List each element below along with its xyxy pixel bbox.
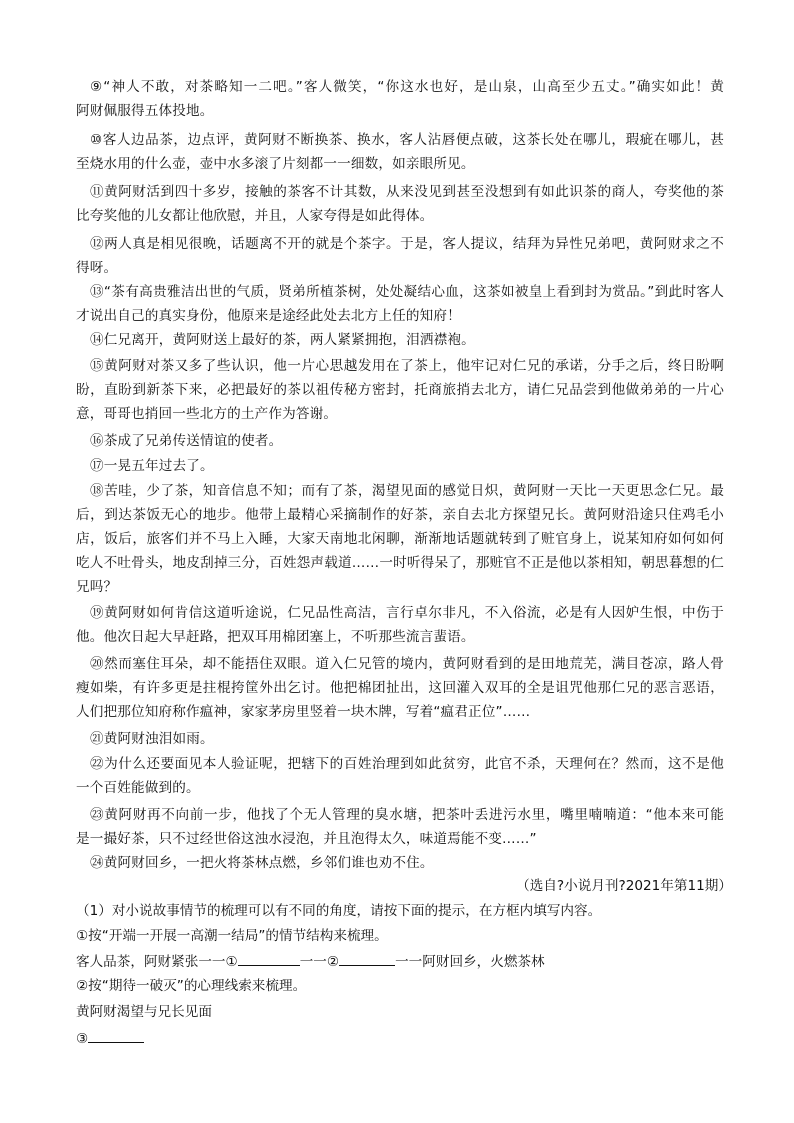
paragraph-18-line-4: 吃人不吐骨头，地皮刮掉三分，百姓怨声载道……一时听得呆了，那赃官不正是他以茶相知，朝思暮想的仁 [76, 555, 724, 571]
answer-blank-3[interactable] [88, 1028, 144, 1043]
paragraph-18-line-5: 兄吗？ [76, 579, 118, 595]
paragraph-15-line-2: 盼，直盼到新茶下来，必把最好的茶以祖传秘方密封，托商旅捎去北方，请仁兄品尝到他做弟弟的一片心 [76, 382, 724, 398]
paragraph-17: ⑰一晃五年过去了。 [90, 458, 214, 474]
question-intro: （1）对小说故事情节的梳理可以有不同的角度，请按下面的提示，在方框内填写内容。 [76, 903, 602, 919]
paragraph-22-line-1: ㉒为什么还要面见本人验证呢，把辖下的百姓治理到如此贫穷，此官不杀，天理何在？然而，这不是他 [90, 756, 724, 772]
plot-end-text: 一一阿财回乡，火燃茶林 [395, 954, 545, 970]
paragraph-18-line-2: 后，到达茶饭无心的地步。他带上最精心采摘制作的好茶，亲自去北方探望兄长。黄阿财沿途只住鸡毛小 [76, 507, 724, 523]
paragraph-15-line-1: ⑮黄阿财对茶又多了些认识，他一片心思越发用在了茶上，他牢记对仁兄的承诺，分手之后，终日盼啊 [90, 358, 724, 374]
paragraph-10-line-1: ⑩客人边品茶，边点评，黄阿财不断换茶、换水，客人沾唇便点破，这茶长处在哪儿，瑕疵在哪儿，甚 [90, 132, 724, 148]
paragraph-13-line-2: 才说出自己的真实身份，他原来是途经此处去北方上任的知府！ [76, 308, 461, 324]
paragraph-15-line-3: 意，哥哥也捎回一些北方的土产作为答谢。 [76, 406, 338, 422]
paragraph-10-line-2: 至烧水用的什么壶，壶中水多滚了片刻都一一细数，如亲眼所见。 [76, 156, 475, 172]
paragraph-9-line-2: 阿财佩服得五体投地。 [76, 103, 214, 119]
answer-item3-label: ③ [76, 1031, 89, 1047]
paragraph-18-line-3: 店，饭后，旅客们并不马上入睡，大家天南地北闲聊，渐渐地话题就转到了赃官身上，说某知府如何如何 [76, 531, 724, 547]
plot-mid-text: 一一② [299, 954, 340, 970]
answer-item3 [76, 1028, 144, 1049]
paragraph-20-line-3: 人们把那位知府称作瘟神，家家茅房里竖着一块木牌，写着“瘟君正位”…… [76, 704, 531, 720]
question-item2-title: ②按“期待一破灭”的心理线索来梳理。 [76, 978, 307, 994]
psychology-line: 黄阿财渴望与兄长见面 [76, 1004, 212, 1020]
paragraph-20-line-1: ⑳然而塞住耳朵，却不能捂住双眼。道入仁兄管的境内，黄阿财看到的是田地荒芜，满目苍凉，路人骨 [90, 656, 724, 672]
plot-start-text: 客人品茶，阿财紧张一一① [76, 954, 238, 970]
paragraph-13-line-1: ⑬“茶有高贵雅洁出世的气质，贤弟所植茶树，处处凝结心血，这茶如被皇上看到封为赏品。”到此时客人 [90, 284, 724, 300]
answer-blank-2[interactable] [339, 951, 395, 966]
paragraph-23-line-1: ㉓黄阿财再不向前一步，他找了个无人管理的臭水塘，把茶叶丢进污水里，嘴里喃喃道：“他本来可能 [90, 807, 724, 823]
paragraph-21: ㉑黄阿财浊泪如雨。 [90, 731, 214, 747]
paragraph-11-line-1: ⑪黄阿财活到四十多岁，接触的茶客不计其数，从来没见到甚至没想到有如此识茶的商人，夸奖他的茶 [90, 184, 724, 200]
paragraph-19-line-2: 他。他次日起大早赶路，把双耳用棉团塞上，不听那些流言蜚语。 [76, 629, 475, 645]
paragraph-22-line-2: 一个百姓能做到的。 [76, 780, 200, 796]
paragraph-19-line-1: ⑲黄阿财如何肯信这道听途说，仁兄品性高洁，言行卓尔非凡，不入俗流，必是有人因妒生恨，中伤于 [90, 605, 724, 621]
source-citation: （选自?小说月刊?2021年第11期） [516, 878, 732, 894]
paragraph-20-line-2: 瘦如柴，有许多更是拄棍挎筐外出乞讨。他把棉团扯出，这回灌入双耳的全是诅咒他那仁兄的恶言恶语， [76, 680, 724, 696]
paragraph-11-line-2: 比夸奖他的儿女都让他欣慰，并且，人家夸得是如此得体。 [76, 208, 434, 224]
paragraph-18-line-1: ⑱苦哇，少了茶，知音信息不知；而有了茶，渴望见面的感觉日炽，黄阿财一天比一天更思念仁兄。最 [90, 483, 724, 499]
paragraph-9-line-1: ⑨“神人不敢，对茶略知一二吧。”客人微笑，“你这水也好，是山泉，山高至少五丈。”确实如此！黄 [90, 79, 724, 95]
paragraph-14: ⑭仁兄离开，黄阿财送上最好的茶，两人紧紧拥抱，泪洒襟袍。 [90, 332, 475, 348]
paragraph-12-line-2: 得呀。 [76, 260, 118, 276]
paragraph-12-line-1: ⑫两人真是相见很晚，话题离不开的就是个茶字。于是，客人提议，结拜为异性兄弟吧，黄阿财求之不 [90, 236, 724, 252]
plot-structure-line [76, 951, 545, 972]
paragraph-16: ⑯茶成了兄弟传送情谊的使者。 [90, 433, 283, 449]
paragraph-23-line-2: 是一撮好茶，只不过经世俗这浊水浸泡，并且泡得太久，味道焉能不变……” [76, 831, 537, 847]
paragraph-24: ㉔黄阿财回乡，一把火将茶林点燃，乡邻们谁也劝不住。 [90, 855, 434, 871]
question-item1-title: ①按“开端一开展一高潮一结局”的情节结构来梳理。 [76, 928, 388, 944]
answer-blank-1[interactable] [238, 951, 300, 966]
